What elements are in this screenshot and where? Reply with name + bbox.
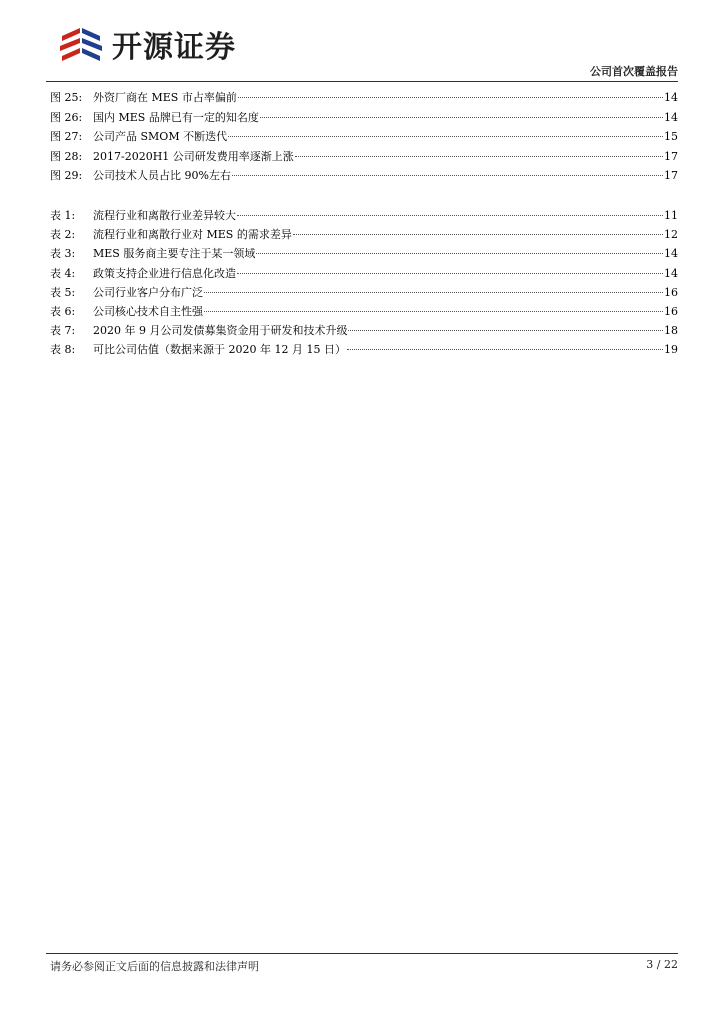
toc-leader-dots xyxy=(260,116,663,118)
toc-entry-page: 14 xyxy=(664,110,678,124)
toc-entry-label: 图 28: xyxy=(50,149,83,163)
toc-entry-title: 流程行业和离散行业对 MES 的需求差异 xyxy=(93,228,292,242)
toc-entry-title: 2020 年 9 月公司发债募集资金用于研发和技术升级 xyxy=(93,324,348,338)
report-type: 公司首次覆盖报告 xyxy=(590,65,678,78)
toc-entry-label: 表 8: xyxy=(50,343,76,357)
toc-entry[interactable] xyxy=(50,322,678,340)
toc-entry-title: 流程行业和离散行业差异较大 xyxy=(93,209,236,222)
toc-entry-page: 14 xyxy=(664,247,678,261)
toc-entry-title: 政策支持企业进行信息化改造 xyxy=(93,266,236,280)
kaiyuan-logo-icon xyxy=(58,24,104,64)
toc-entry-page: 11 xyxy=(664,209,678,222)
toc-entry[interactable] xyxy=(50,284,678,302)
toc-leader-dots xyxy=(232,174,663,176)
header-divider xyxy=(46,81,678,82)
toc-entry-label: 图 29: xyxy=(50,169,83,182)
company-logo xyxy=(58,24,236,64)
toc-entry-title: 公司行业客户分布广泛 xyxy=(93,285,203,299)
toc-entry[interactable] xyxy=(50,207,678,225)
toc-entry[interactable] xyxy=(50,245,678,263)
toc-entry-title: 2017-2020H1 公司研发费用率逐渐上涨 xyxy=(93,149,294,163)
toc-entry-label: 表 7: xyxy=(50,324,76,338)
toc-entry-title: 公司核心技术自主性强 xyxy=(93,305,203,318)
toc-leader-dots xyxy=(237,272,663,274)
toc-entry-label: 表 4: xyxy=(50,266,76,280)
toc-entry-title: MES 服务商主要专注于某一领域 xyxy=(93,247,256,261)
toc-leader-dots xyxy=(228,135,663,137)
toc-entry-page: 12 xyxy=(664,228,678,242)
toc-entry-page: 19 xyxy=(664,343,678,357)
toc-entry[interactable] xyxy=(50,303,678,321)
toc-entry-title: 外资厂商在 MES 市占率偏前 xyxy=(93,91,237,104)
toc-entry-page: 16 xyxy=(664,305,678,318)
toc-entry-label: 表 1: xyxy=(50,209,76,222)
footer-disclaimer: 请务必参阅正文后面的信息披露和法律声明 xyxy=(50,960,259,973)
toc-entry-title: 公司产品 SMOM 不断迭代 xyxy=(93,130,228,143)
toc-entry[interactable] xyxy=(50,265,678,283)
toc-entry[interactable] xyxy=(50,89,678,107)
page-header xyxy=(0,0,724,84)
toc-entry[interactable] xyxy=(50,167,678,185)
toc-entry-title: 可比公司估值（数据来源于 2020 年 12 月 15 日） xyxy=(93,343,346,357)
toc-entry-page: 16 xyxy=(664,285,678,299)
toc-entry[interactable] xyxy=(50,226,678,244)
toc-entry-page: 15 xyxy=(664,130,678,143)
toc-leader-dots xyxy=(293,233,663,235)
footer-divider xyxy=(46,953,678,954)
toc-entry-title: 公司技术人员占比 90%左右 xyxy=(93,169,231,182)
toc-entry-label: 图 27: xyxy=(50,130,83,143)
toc-entry-title: 国内 MES 品牌已有一定的知名度 xyxy=(93,110,259,124)
toc-entry-page: 14 xyxy=(664,91,678,104)
toc-leader-dots xyxy=(348,329,663,331)
toc-entry[interactable] xyxy=(50,128,678,146)
toc-entry-label: 表 5: xyxy=(50,285,76,299)
toc-entry-label: 表 2: xyxy=(50,228,76,242)
toc-leader-dots xyxy=(204,310,663,312)
toc-entry-label: 表 3: xyxy=(50,247,76,261)
toc-entry-label: 表 6: xyxy=(50,305,76,318)
toc-leader-dots xyxy=(238,96,663,98)
toc-leader-dots xyxy=(295,155,663,157)
toc-entry[interactable] xyxy=(50,109,678,127)
toc-entry-label: 图 26: xyxy=(50,110,83,124)
toc-entry-page: 18 xyxy=(664,324,678,338)
toc-entry-page: 14 xyxy=(664,266,678,280)
toc-entry-page: 17 xyxy=(664,169,678,182)
logo-text: 开源证券 xyxy=(112,30,236,65)
page-number: 3 / 22 xyxy=(646,958,678,971)
toc-leader-dots xyxy=(204,291,663,293)
toc-leader-dots xyxy=(347,348,663,350)
toc-entry-page: 17 xyxy=(664,149,678,163)
toc-entry[interactable] xyxy=(50,341,678,359)
toc-leader-dots xyxy=(237,214,663,216)
toc-entry[interactable] xyxy=(50,148,678,166)
toc-entry-label: 图 25: xyxy=(50,91,83,104)
toc-leader-dots xyxy=(256,252,663,254)
